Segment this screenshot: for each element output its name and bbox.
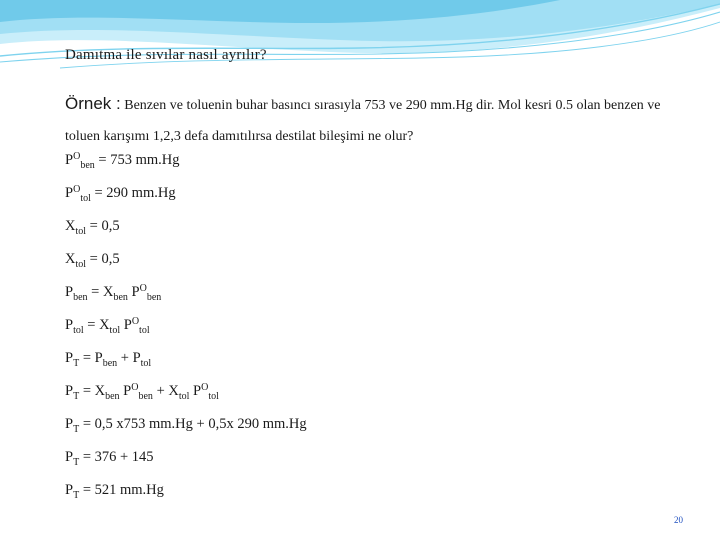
- subscript: tol: [109, 325, 121, 336]
- subscript: ben: [113, 292, 128, 303]
- equation-text: P: [65, 350, 74, 366]
- subscript: T: [73, 457, 80, 468]
- example-text: Benzen ve toluenin buhar basıncı sırasıyla 753 ve 290 mm.Hg dir. Mol kesri 0.5 olan benzen ve toluen karışımı 1,2,3 defa damıtılırsa destilat bileşimi ne olur?: [65, 98, 661, 144]
- equation-text: = 0,5: [86, 218, 120, 234]
- subscript: tol: [73, 325, 84, 336]
- subscript: tol: [80, 193, 91, 204]
- equation-line: [65, 482, 164, 499]
- equation-text: + P: [117, 350, 141, 366]
- equation-text: = 290 mm.Hg: [90, 185, 176, 201]
- equation-text: = 376 + 145: [79, 449, 154, 465]
- subscript: T: [73, 490, 80, 501]
- equation-text: P: [65, 482, 74, 498]
- equation-text: = 0,5: [86, 251, 120, 267]
- equation-text: = 753 mm.Hg: [94, 152, 180, 168]
- equation-line: [65, 152, 179, 169]
- example-problem: [65, 88, 685, 152]
- equation-text: = P: [79, 350, 103, 366]
- equation-text: P: [65, 317, 74, 333]
- subscript: tol: [75, 226, 87, 237]
- superscript: O: [139, 283, 147, 294]
- equation-text: = X: [87, 284, 114, 300]
- equation-line: [65, 416, 307, 433]
- subscript: T: [73, 391, 80, 402]
- equation-text: P: [189, 383, 202, 399]
- superscript: O: [73, 151, 81, 162]
- equation-line: [65, 185, 176, 202]
- equation-line: [65, 383, 219, 400]
- equation-text: = 521 mm.Hg: [79, 482, 164, 498]
- header-wave-decoration: [0, 0, 720, 90]
- subscript: tol: [178, 391, 190, 402]
- superscript: O: [131, 382, 139, 393]
- subscript: tol: [208, 391, 219, 402]
- subscript: ben: [105, 391, 120, 402]
- equation-text: P: [65, 416, 74, 432]
- equation-text: P: [65, 152, 74, 168]
- page-number: 20: [674, 515, 683, 525]
- equation-text: = X: [79, 383, 106, 399]
- equation-text: P: [65, 284, 74, 300]
- equation-text: P: [120, 317, 132, 333]
- equation-line: [65, 317, 150, 334]
- subscript: ben: [102, 358, 118, 369]
- subscript: tol: [75, 259, 87, 270]
- slide-title: Damıtma ile sıvılar nasıl ayrılır?: [65, 47, 267, 63]
- equation-text: X: [65, 218, 76, 234]
- subscript: ben: [146, 292, 162, 303]
- subscript: ben: [73, 292, 88, 303]
- equation-text: P: [65, 383, 74, 399]
- subscript: tol: [140, 358, 152, 369]
- equation-line: [65, 350, 151, 367]
- equation-text: = 0,5 x753 mm.Hg + 0,5x 290 mm.Hg: [79, 416, 307, 432]
- subscript: T: [73, 424, 80, 435]
- equation-line: [65, 218, 120, 235]
- equation-text: P: [65, 185, 74, 201]
- equation-line: [65, 449, 154, 466]
- equation-text: P: [65, 449, 74, 465]
- equation-text: = X: [83, 317, 110, 333]
- superscript: O: [73, 184, 81, 195]
- equation-text: P: [127, 284, 140, 300]
- equation-text: + X: [152, 383, 179, 399]
- subscript: tol: [139, 325, 150, 336]
- superscript: O: [201, 382, 209, 393]
- example-label: Örnek :: [65, 94, 121, 113]
- equation-line: [65, 251, 120, 268]
- subscript: ben: [80, 160, 95, 171]
- superscript: O: [131, 316, 140, 327]
- equation-text: X: [65, 251, 76, 267]
- equation-line: [65, 284, 161, 301]
- subscript: T: [73, 358, 80, 369]
- subscript: ben: [138, 391, 153, 402]
- equation-text: P: [119, 383, 132, 399]
